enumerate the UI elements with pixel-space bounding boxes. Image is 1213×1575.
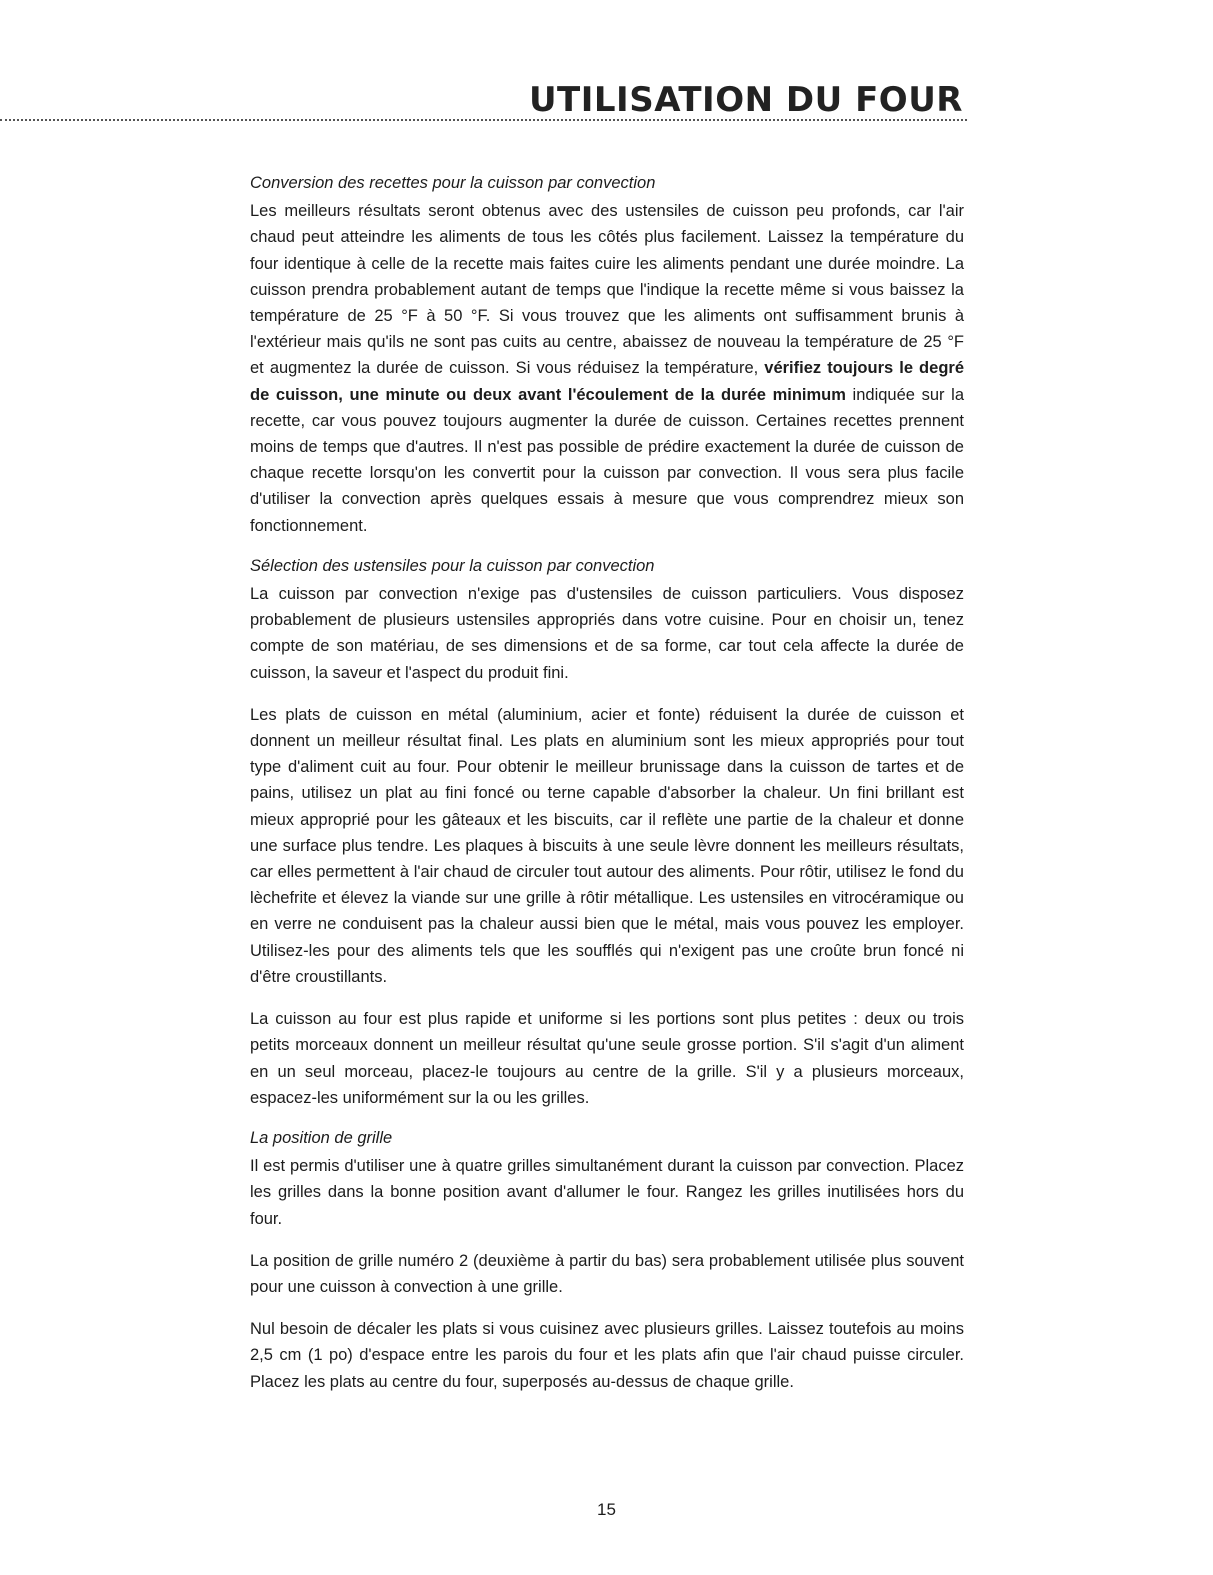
paragraph-text: Les meilleurs résultats seront obtenus avec des ustensiles de cuisson peu profonds, car l'air chaud peut atteindre les aliments de tous les côtés plus facilement. Laissez la température du four identique à celle de la recette mais faites cuire les aliments pendant une durée moindre. La cuisson prendra probablement autant de temps que l'indique la recette même si vous baissez la température de 25 °F à 50 °F. Si vous trouvez que les aliments ont suffisamment brunis à l'extérieur mais qu'ils ne sont pas cuits au centre, abaissez de nouveau la température de 25 °F et augmentez la durée de cuisson. Si vous réduisez la température, bbox=[250, 202, 964, 378]
paragraph-grille-1: Il est permis d'utiliser une à quatre grilles simultanément durant la cuisson par convection. Placez les grilles dans la bonne position avant d'allumer le four. Rangez les grilles inutilisées hors du four. bbox=[250, 1157, 964, 1228]
paragraph-bold-text: vérifiez toujours le degré de cuisson, une minute ou deux avant l'écoulement de la durée minimum bbox=[250, 359, 964, 404]
header-divider bbox=[0, 119, 967, 121]
section-heading-grille: La position de grille bbox=[250, 1128, 393, 1147]
paragraph-conversion bbox=[250, 198, 964, 539]
section-heading-conversion: Conversion des recettes pour la cuisson par convection bbox=[250, 174, 656, 192]
page-title: UTILISATION DU FOUR bbox=[528, 80, 963, 120]
paragraph-ustensiles-3: La cuisson au four est plus rapide et uniforme si les portions sont plus petites : deux ou trois petits morceaux donnent un meilleur résultat qu'une seule grosse portion. S'il s'agit d'un aliment en un seul morceau, placez-le toujours au centre de la grille. S'il y a plusieurs morceaux, espacez-les uniformément sur la ou les grilles. bbox=[250, 1010, 964, 1107]
paragraph-ustensiles-2: Les plats de cuisson en métal (aluminium, acier et fonte) réduisent la durée de cuisson et donnent un meilleur résultat final. Les plats en aluminium sont les mieux appropriés pour tout type d'aliment cuit au four. Pour obtenir le meilleur brunissage dans la cuisson de tartes et de pains, utilisez un plat au fini foncé ou terne capable d'absorber la chaleur. Un fini brillant est mieux approprié pour les gâteaux et les biscuits, car il reflète une partie de la chaleur et donne une surface plus tendre. Les plaques à biscuits à une seule lèvre donnent les meilleurs résultats, car elles permettent à l'air chaud de circuler tout autour des aliments. Pour rôtir, utilisez le fond du lèchefrite et élevez la viande sur une grille à rôtir métallique. Les ustensiles en vitrocéramique ou en verre ne conduisent pas la chaleur aussi bien que le métal, mais vous pouvez les employer. Utilisez-les pour des aliments tels que les soufflés qui n'exigent pas une croûte brun foncé ni d'être croustillants. bbox=[250, 705, 964, 986]
page-number: 15 bbox=[597, 1500, 616, 1519]
paragraph-text: indiquée sur la recette, car vous pouvez toujours augmenter la durée de cuisson. Certaines recettes prennent moins de temps que d'autres. Il n'est pas possible de prédire exactement la durée de cuisson de chaque recette lorsqu'on les convertit pour la cuisson par convection. Il vous sera plus facile d'utiliser la convection après quelques essais à mesure que vous comprendrez mieux son fonctionnement. bbox=[250, 385, 964, 535]
paragraph-ustensiles-1: La cuisson par convection n'exige pas d'ustensiles de cuisson particuliers. Vous disposez probablement de plusieurs ustensiles appropriés dans votre cuisine. Pour en choisir un, tenez compte de son matériau, de ses dimensions et de sa forme, car tout cela affecte la durée de cuisson, la saveur et l'aspect du produit fini. bbox=[250, 585, 964, 682]
page-body bbox=[250, 170, 964, 1395]
section-heading-ustensiles: Sélection des ustensiles pour la cuisson par convection bbox=[250, 556, 655, 575]
paragraph-grille-3: Nul besoin de décaler les plats si vous cuisinez avec plusieurs grilles. Laissez toutefois au moins 2,5 cm (1 po) d'espace entre les parois du four et les plats afin que l'air chaud puisse circuler. Placez les plats au centre du four, superposés au-dessus de chaque grille. bbox=[250, 1320, 964, 1391]
paragraph-grille-2: La position de grille numéro 2 (deuxième à partir du bas) sera probablement utilisée plus souvent pour une cuisson à convection à une grille. bbox=[250, 1251, 964, 1296]
